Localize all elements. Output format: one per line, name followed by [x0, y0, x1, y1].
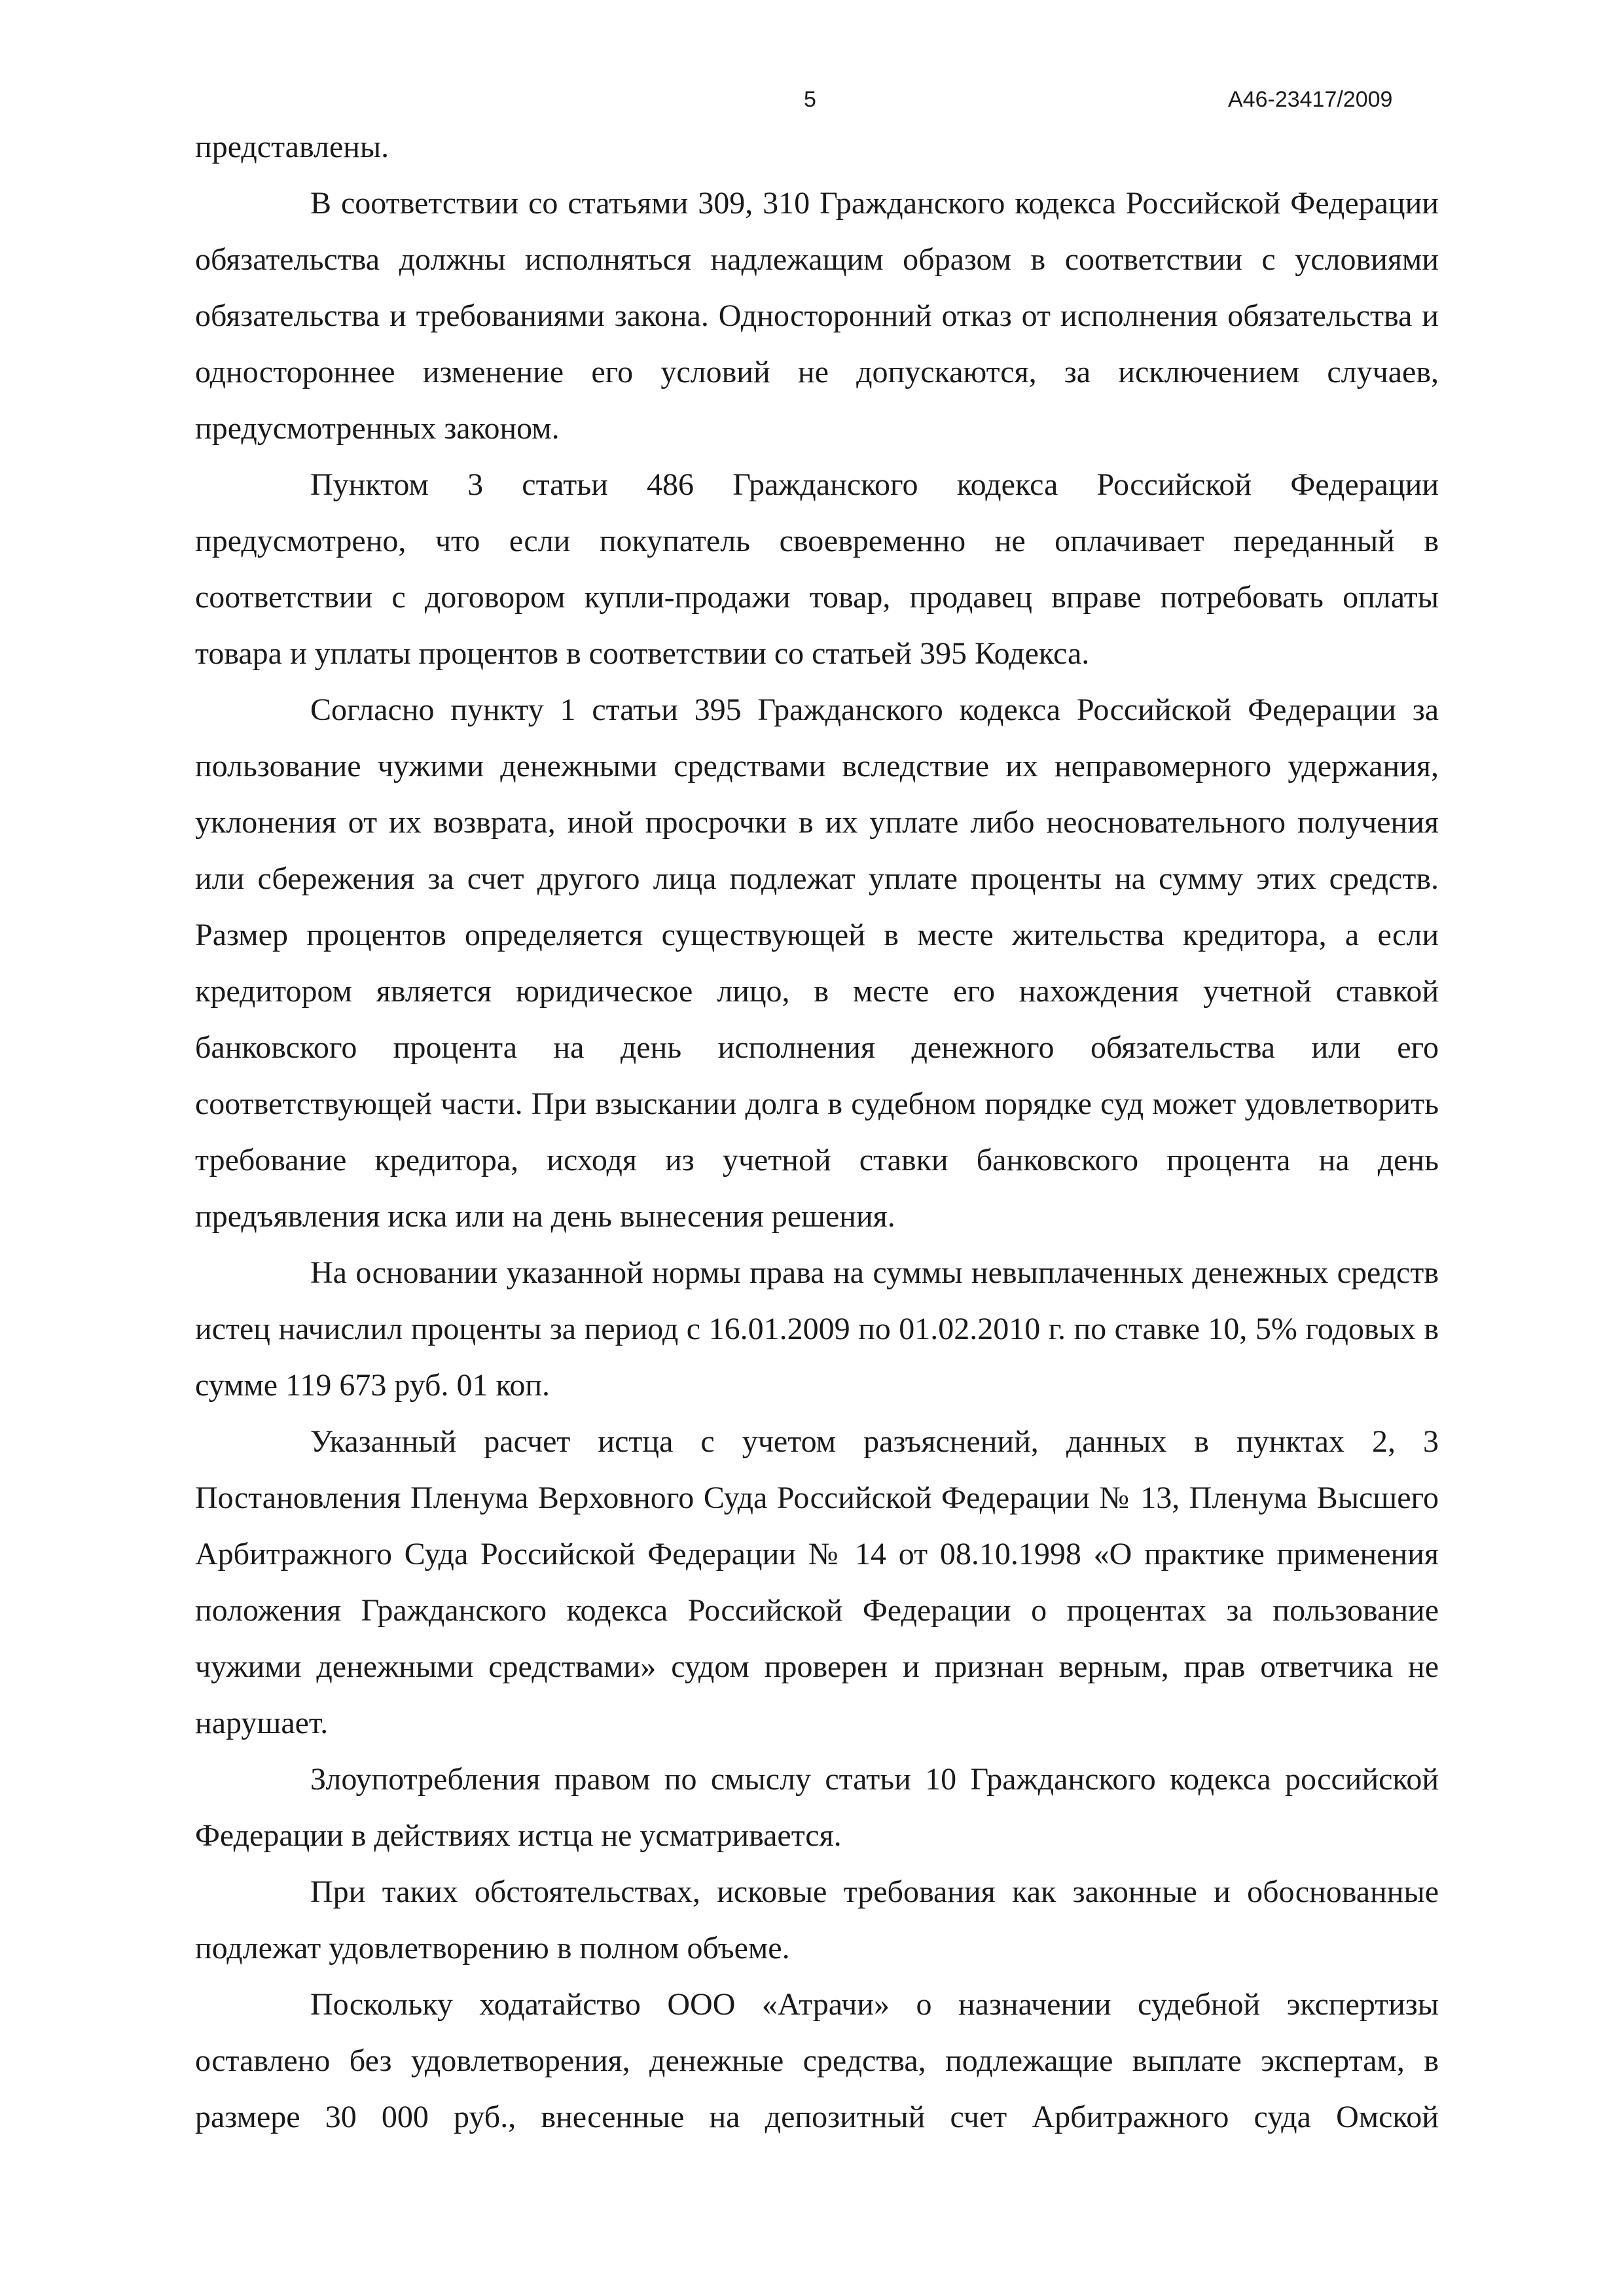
paragraph-abuse-of-right: Злоупотребления правом по смыслу статьи 10 Гражданского кодекса российской Федерации в действиях истца не усматривается. [195, 1762, 1439, 1853]
paragraph-article-486: Пунктом 3 статьи 486 Гражданского кодекса Российской Федерации предусмотрено, что если покупатель своевременно не оплачивает переданный в соответствии с договором купли-продажи товар, продавец вправе потребовать оплаты товара и уплаты процентов в соответствии со статьей 395 Кодекса. [195, 467, 1439, 671]
paragraph-articles-309-310: В соответствии со статьями 309, 310 Гражданского кодекса Российской Федерации обязательства должны исполняться надлежащим образом в соответствии с условиями обязательства и требованиями закона. Односторонний отказ от исполнения обязательства и одностороннее изменение его условий не допускаются, за исключением случаев, предусмотренных законом. [195, 186, 1439, 446]
case-number: А46-23417/2009 [1228, 87, 1393, 112]
paragraph-plenum-resolution: Указанный расчет истца с учетом разъяснений, данных в пунктах 2, 3 Постановления Пленума Верховного Суда Российской Федерации № 13, Пленума Высшего Арбитражного Суда Российской Федерации № 14 от 08.10.1998 «О практике применения положения Гражданского кодекса Российской Федерации о процентах за пользование чужими денежными средствами» судом проверен и признан верным, прав ответчика не нарушает. [195, 1424, 1439, 1740]
paragraph-expertise-petition: Поскольку ходатайство ООО «Атрачи» о назначении судебной экспертизы оставлено без удовлетворения, денежные средства, подлежащие выплате экспертам, в размере 30 000 руб., внесенные на депозитный счет Арбитражного суда Омской [195, 1987, 1439, 2134]
document-body [195, 119, 1439, 2145]
paragraph-continuation: представлены. [195, 130, 389, 164]
paragraph-article-395: Согласно пункту 1 статьи 395 Гражданского кодекса Российской Федерации за пользование чужими денежными средствами вследствие их неправомерного удержания, уклонения от их возврата, иной просрочки в их уплате либо неосновательного получения или сбережения за счет другого лица подлежат уплате проценты на сумму этих средств. Размер процентов определяется существующей в месте жительства кредитора, а если кредитором является юридическое лицо, в месте его нахождения учетной ставкой банковского процента на день исполнения денежного обязательства или его соответствующей части. При взыскании долга в судебном порядке суд может удовлетворить требование кредитора, исходя из учетной ставки банковского процента на день предъявления иска или на день вынесения решения. [195, 692, 1439, 1234]
paragraph-interest-calculation: На основании указанной нормы права на суммы невыплаченных денежных средств истец начислил проценты за период с 16.01.2009 по 01.02.2010 г. по ставке 10, 5% годовых в сумме 119 673 руб. 01 коп. [195, 1255, 1439, 1403]
page-number: 5 [804, 87, 816, 112]
paragraph-claims-satisfied: При таких обстоятельствах, исковые требования как законные и обоснованные подлежат удовлетворению в полном объеме. [195, 1874, 1439, 1965]
